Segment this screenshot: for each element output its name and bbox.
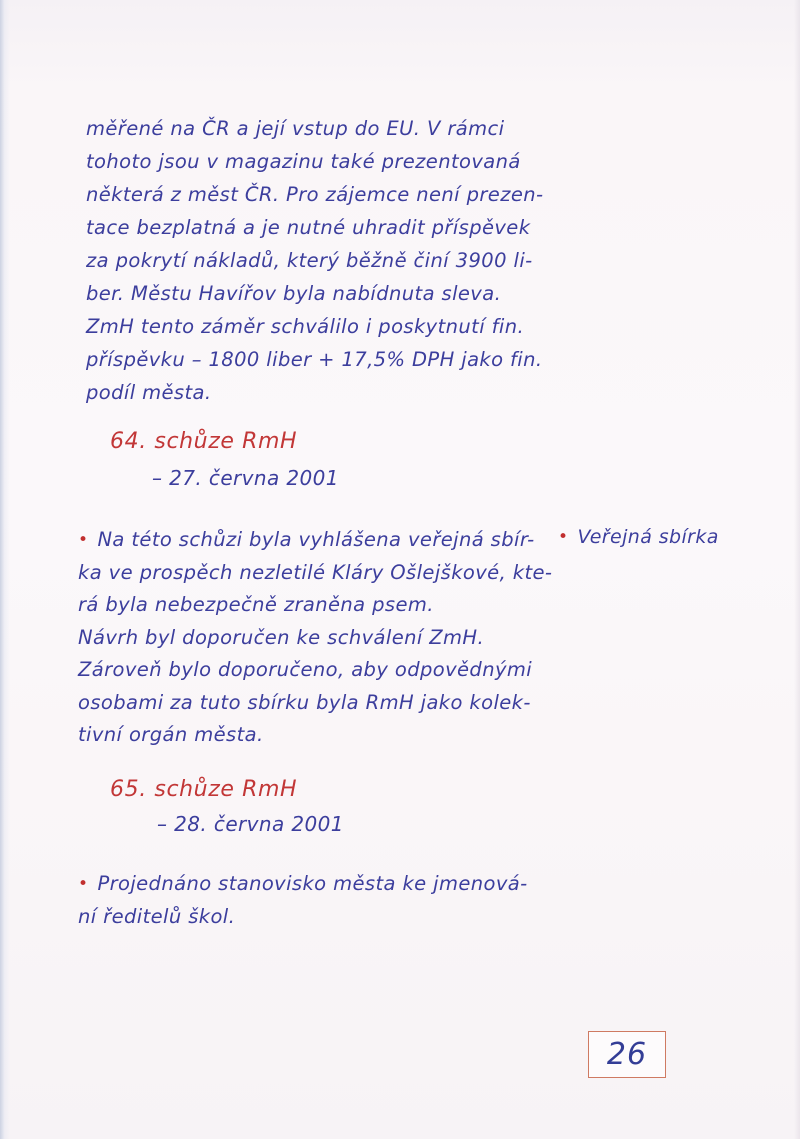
handwritten-line <box>78 524 552 557</box>
section-64-heading: 64. schůze RmH <box>110 429 298 454</box>
handwritten-line: Zároveň bylo doporučeno, aby odpovědnými <box>78 658 533 681</box>
handwritten-line: některá z měst ČR. Pro zájemce není prezen- <box>86 183 544 206</box>
handwritten-line-text: Projednáno stanovisko města ke jmenová- <box>97 872 528 895</box>
handwritten-line: ní ředitelů škol. <box>78 904 236 928</box>
handwritten-line-text: Na této schůzi byla vyhlášena veřejná sbír- <box>97 528 535 551</box>
intro-paragraph <box>86 112 543 409</box>
section-64-bullet-paragraph <box>78 524 552 752</box>
handwritten-line: ber. Městu Havířov byla nabídnuta sleva. <box>86 282 502 305</box>
page-number: 26 <box>606 1037 648 1072</box>
handwritten-line: tace bezplatná a je nutné uhradit příspěvek <box>86 216 531 239</box>
handwritten-line: ka ve prospěch nezletilé Kláry Ošlejškové, kte- <box>78 560 553 584</box>
handwritten-line: příspěvku – 1800 liber + 17,5% DPH jako fin. <box>86 348 543 371</box>
handwritten-line: rá byla nebezpečně zraněna psem. <box>78 593 434 616</box>
handwritten-line: tohoto jsou v magazinu také prezentovaná <box>86 150 521 173</box>
margin-note-text: Veřejná sbírka <box>577 526 719 548</box>
handwritten-line <box>78 868 528 901</box>
section-65-heading: 65. schůze RmH <box>110 777 298 802</box>
handwritten-line: Návrh byl doporučen ke schválení ZmH. <box>78 625 485 649</box>
section-65-bullet-paragraph <box>78 868 528 933</box>
handwritten-line: podíl města. <box>86 381 212 404</box>
handwritten-line: měřené na ČR a její vstup do EU. V rámci <box>86 117 505 140</box>
section-64-date: – 27. června 2001 <box>152 466 339 490</box>
handwritten-line: tivní orgán města. <box>78 723 264 746</box>
bullet-icon: • <box>78 874 89 894</box>
handwritten-line: osobami za tuto sbírku byla RmH jako kolek- <box>78 690 531 714</box>
bullet-icon: • <box>78 530 89 550</box>
bullet-icon: • <box>558 527 569 547</box>
handwritten-line: ZmH tento záměr schválilo i poskytnutí fin. <box>86 315 525 338</box>
handwritten-line: za pokrytí nákladů, který běžně činí 3900 li- <box>86 249 533 272</box>
section-65-date: – 28. června 2001 <box>157 812 344 836</box>
page-number-box <box>588 1031 666 1078</box>
margin-note <box>558 526 719 548</box>
